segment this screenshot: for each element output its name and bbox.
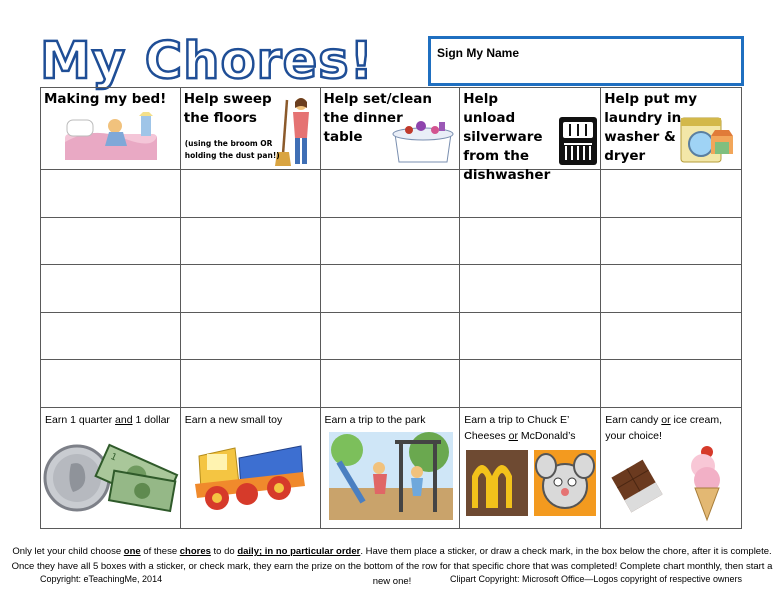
check-box-r5-c3[interactable]: [321, 360, 461, 408]
check-box-r1-c1[interactable]: [41, 170, 181, 218]
check-box-r5-c5[interactable]: [601, 360, 741, 408]
check-box-r3-c4[interactable]: [460, 265, 601, 313]
check-box-r4-c1[interactable]: [41, 313, 181, 361]
money-icon: [43, 430, 177, 522]
prize-treats: [601, 408, 741, 528]
check-box-r1-c5[interactable]: [601, 170, 741, 218]
chore-header-bed: [41, 88, 181, 170]
check-box-r4-c5[interactable]: [601, 313, 741, 361]
check-box-r5-c1[interactable]: [41, 360, 181, 408]
check-box-r2-c4[interactable]: [460, 218, 601, 266]
sign-name-label: Sign My Name: [437, 46, 520, 60]
prize-toy: [181, 408, 321, 528]
chore-label: Help sweep the floors: [183, 91, 272, 126]
prize-label: Earn candy or ice cream, your choice!: [605, 413, 722, 442]
copyright-left: Copyright: eTeachingMe, 2014: [40, 574, 163, 584]
check-box-r2-c3[interactable]: [321, 218, 461, 266]
page-title: My Chores!: [40, 32, 374, 91]
check-box-r2-c1[interactable]: [41, 218, 181, 266]
prize-label: Earn 1 quarter and 1 dollar: [45, 413, 170, 426]
check-box-r3-c2[interactable]: [181, 265, 321, 313]
dishwasher-icon: [558, 116, 598, 166]
candy-icecream-icon: [607, 442, 737, 522]
check-box-r1-c2[interactable]: [181, 170, 321, 218]
chore-chart-grid: [40, 87, 742, 529]
prize-money: [41, 408, 181, 528]
check-box-r3-c3[interactable]: [321, 265, 461, 313]
check-box-r5-c2[interactable]: [181, 360, 321, 408]
check-box-r1-c3[interactable]: [321, 170, 461, 218]
check-box-r4-c2[interactable]: [181, 313, 321, 361]
check-box-r3-c1[interactable]: [41, 265, 181, 313]
toy-truck-icon: [191, 432, 311, 518]
prize-park: [321, 408, 461, 528]
prize-label: Earn a trip to the park: [324, 413, 426, 426]
park-icon: [329, 432, 453, 520]
check-box-r5-c4[interactable]: [460, 360, 601, 408]
copyright-right: Clipart Copyright: Microsoft Office—Logos copyright of respective owners: [450, 574, 742, 584]
chore-label: Help put my laundry in washer & dryer: [604, 91, 697, 164]
check-box-r4-c4[interactable]: [460, 313, 601, 361]
check-box-r3-c5[interactable]: [601, 265, 741, 313]
check-box-r2-c5[interactable]: [601, 218, 741, 266]
sign-name-box[interactable]: [428, 36, 744, 86]
check-box-r2-c2[interactable]: [181, 218, 321, 266]
svg-text:1: 1: [108, 451, 119, 464]
chore-header-table: [321, 88, 461, 170]
prize-restaurant: [460, 408, 601, 528]
instructions-text: Only let your child choose one of these chores to do daily; in no particular order. Have them place a sticker, or draw a check mark, in the box below the chore, after it is complete. Once they have all 5 boxes with a sticker, or check mark, they earn the prize on the bottom of the row for that specific chore that was completed! Complete chart monthly, then start a new one!: [11, 546, 773, 587]
chore-header-silverware: [460, 88, 601, 183]
chore-header-sweep: [181, 88, 321, 170]
chore-header-laundry: [601, 88, 741, 170]
prize-label: Earn a trip to Chuck E’ Cheeses or McDonald’s: [464, 413, 576, 442]
chore-label: Help unload silverware from the dishwasher: [463, 91, 551, 183]
restaurant-logos-icon: [464, 448, 598, 520]
check-box-r4-c3[interactable]: [321, 313, 461, 361]
prize-label: Earn a new small toy: [184, 413, 283, 426]
chore-label: Help set/clean the dinner table: [323, 91, 433, 145]
bed-icon: [63, 112, 159, 164]
chore-note: (using the broom OR holding the dust pan!): [184, 139, 280, 160]
chore-label: Making my bed!: [44, 91, 167, 107]
